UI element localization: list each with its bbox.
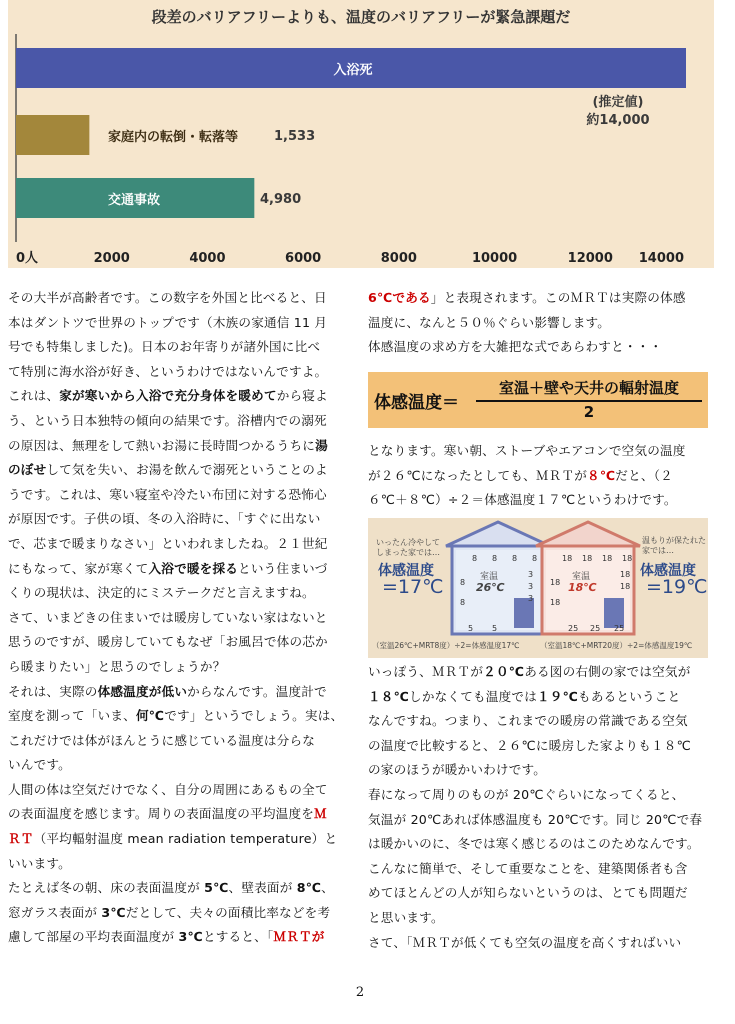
text-run: その大半が高齢者です。この数字を外国と比べると、日	[8, 290, 327, 305]
text-line	[368, 783, 713, 808]
text-line	[368, 439, 713, 464]
text-line	[8, 532, 360, 557]
emphasis: ２０℃	[483, 664, 525, 679]
x-tick-label: 2000	[93, 251, 130, 266]
surface-temp-label: 18	[562, 554, 573, 563]
text-run: さて、「ＭＲＴが低くても空気の温度を高くすればいい	[368, 934, 682, 950]
surface-temp-label: 18	[620, 582, 631, 591]
text-line	[8, 581, 360, 606]
surface-temp-label: 8	[460, 598, 466, 607]
chart-plot	[8, 0, 714, 268]
text-line	[8, 483, 360, 508]
emphasis: 5℃	[204, 880, 229, 896]
text-run: 体感温度の求め方を大雑把な式であらわすと・・・	[368, 339, 663, 355]
text-run: だと、（２	[615, 467, 673, 483]
surface-temp-label: 25	[568, 624, 579, 633]
formula-box	[368, 372, 708, 428]
text-run: の温度で比較すると、２６℃に暖房した家よりも１８℃	[368, 737, 691, 753]
text-run: こんなに簡単で、そして重要なことを、建築関係者も含	[368, 860, 688, 876]
text-line	[8, 557, 360, 582]
text-run: なんですね。つまり、これまでの暖房の常識である空気	[368, 713, 688, 729]
right-room-temp: 18℃	[568, 581, 597, 594]
text-run: 思うのですが、暖房していてもなぜ「お風呂で体の芯か	[8, 634, 328, 650]
page-number: 2	[355, 985, 365, 1000]
surface-temp-label: 5	[492, 624, 498, 633]
text-line	[368, 758, 713, 783]
text-line	[368, 832, 713, 857]
text-run: 春になって周りのものが 20℃ぐらいになってくると、	[368, 786, 685, 802]
text-line	[8, 778, 360, 803]
bar-value-label: 約14,000	[586, 113, 650, 128]
surface-temp-label: 18	[582, 554, 593, 563]
surface-temp-label: 3	[528, 594, 534, 603]
surface-temp-label: 8	[460, 578, 466, 587]
text-line	[368, 311, 713, 336]
left-room-temp: 26℃	[476, 581, 505, 594]
text-line	[8, 802, 360, 827]
text-line	[368, 488, 713, 513]
right-column-intro	[368, 286, 713, 360]
text-run: は暖かいのに、冬では寒く感じるのはこのためなんです。	[368, 836, 700, 852]
left-house-value: =17℃	[382, 576, 444, 598]
text-run: めてほとんどの人が知らないというのは、とても問題だ	[368, 885, 688, 901]
text-run: 温度に、なんと５０％ぐらい影響します。	[368, 314, 611, 330]
right-house-note: 温もりが保たれた 家では…	[642, 536, 706, 555]
text-run: となります。寒い朝、ストーブやエアコンで空気の温度	[368, 443, 686, 458]
text-line	[368, 808, 713, 833]
emphasis: 入浴で暖を採る	[148, 560, 239, 576]
highlight-red: Ｍ	[314, 806, 327, 822]
text-run: う、という日本独特の傾向の結果です。浴槽内での溺死	[8, 412, 327, 428]
text-run: て特別に海水浴が好き、というわけではないんですよ。	[8, 363, 328, 379]
text-line	[368, 335, 713, 360]
emphasis: 湯	[315, 437, 328, 453]
text-line	[8, 434, 360, 459]
x-tick-label: 8000	[380, 251, 417, 266]
emphasis: 8℃	[296, 880, 322, 896]
text-run: 号でも特集しました)。日本のお年寄りが諸外国に比べ	[8, 339, 321, 355]
text-run: が原因です。子供の頃、冬の入浴時に、「すぐに出ない	[8, 511, 321, 527]
right-column-conclusion	[368, 660, 713, 955]
text-run: いっぽう、ＭＲＴが	[368, 664, 484, 679]
x-tick-label: 6000	[285, 251, 322, 266]
text-run: ら暖まりたい」と思うのでしょうか？	[8, 658, 226, 674]
highlight-red: ＲＴ	[8, 831, 34, 847]
surface-temp-label: 8	[532, 554, 538, 563]
surface-temp-label: 3	[528, 570, 534, 579]
emphasis: 3℃	[178, 929, 203, 945]
text-line	[368, 931, 713, 956]
x-tick-label: 12000	[567, 251, 613, 266]
bar-value-label: 4,980	[260, 192, 302, 207]
text-line	[368, 857, 713, 882]
text-line	[368, 881, 713, 906]
x-tick-label: 4000	[189, 251, 226, 266]
surface-temp-label: 5	[468, 624, 474, 633]
surface-temp-label: 25	[590, 624, 601, 633]
text-run: からなんです。温度計で	[187, 683, 327, 699]
formula-denominator: 2	[583, 403, 595, 421]
text-run: うです。これは、寒い寝室や冷たい布団に対する恐怖心	[8, 486, 327, 502]
house-comparison-illustration	[368, 518, 708, 658]
left-caption: （室温26℃+MRT8度）÷2=体感温度17℃	[372, 641, 520, 650]
text-run: して気を失い、お湯を飲んで溺死ということのよ	[46, 462, 328, 478]
bar-1	[16, 115, 89, 155]
surface-temp-label: 18	[622, 554, 633, 563]
surface-temp-label: 18	[620, 570, 631, 579]
right-house-value: =19℃	[646, 576, 708, 598]
text-run: もあるということ	[578, 688, 681, 704]
text-run: 人間の体は空気だけでなく、自分の周囲にあるもの全て	[8, 781, 328, 797]
bar-value-label: 1,533	[274, 129, 316, 144]
right-caption: （室温18℃+MRT20度）÷2=体感温度19℃	[540, 641, 693, 650]
text-run: です」というでしょう。実は、	[164, 708, 344, 724]
surface-temp-label: 18	[550, 578, 561, 587]
text-line	[368, 660, 713, 685]
text-run: 慮して部屋の平均表面温度が	[8, 929, 179, 945]
text-run: ある図の右側の家では空気が	[524, 664, 691, 679]
text-run: で、芯まで暖まりなさい」といわれましたね。２１世紀	[8, 535, 328, 551]
text-line	[368, 464, 713, 489]
emphasis: １９℃	[536, 688, 579, 704]
text-run: 窓ガラス表面が	[8, 904, 102, 920]
fraction-bar	[476, 400, 702, 402]
text-line	[8, 360, 360, 385]
highlight-red: ８℃	[587, 467, 616, 483]
text-run: これは、	[8, 388, 60, 404]
text-line	[368, 709, 713, 734]
text-line	[8, 507, 360, 532]
emphasis: 家が寒いから入浴で充分身体を暖めて	[59, 388, 277, 404]
emphasis: 3℃	[101, 904, 126, 920]
text-line	[8, 630, 360, 655]
surface-temp-label: 8	[492, 554, 498, 563]
text-run: の表面温度を感じます。周りの表面温度の平均温度を	[8, 806, 315, 822]
text-line	[8, 925, 360, 950]
surface-temp-label: 3	[528, 582, 534, 591]
emphasis: 体感温度が低い	[97, 683, 188, 699]
text-run: が２６℃になったとしても、ＭＲＴが	[368, 467, 588, 483]
surface-temp-label: 8	[512, 554, 518, 563]
text-line	[8, 458, 360, 483]
text-run: にもなって、家が寒くて	[8, 560, 149, 576]
bar-category-label: 交通事故	[108, 193, 161, 208]
text-run: さて、いまどきの住まいでは暖房していない家はないと	[8, 609, 328, 625]
text-line	[8, 286, 360, 311]
text-run: 室度を測って「いま、	[8, 708, 136, 724]
text-run: それは、実際の	[8, 683, 98, 699]
left-column-text	[8, 286, 360, 950]
text-run: しかなくても温度では	[409, 688, 537, 704]
text-run: （平均輻射温度 mean radiation temperature）と	[33, 831, 338, 847]
text-line	[8, 606, 360, 631]
emphasis: のぼせ	[8, 462, 47, 478]
text-line	[8, 852, 360, 877]
text-run: の家のほうが暖かいわけです。	[368, 762, 547, 778]
text-run: 」と表現されます。このＭＲＴは実際の体感	[430, 290, 686, 305]
surface-temp-label: 18	[550, 598, 561, 607]
emphasis: 何℃	[135, 708, 165, 724]
x-tick-label: 0人	[16, 251, 39, 266]
text-line	[8, 335, 360, 360]
text-run: だとして、夫々の面積比率などを考	[125, 904, 331, 920]
text-line	[8, 655, 360, 680]
text-line	[8, 901, 360, 926]
text-run: 気温が 20℃あれば体感温度も 20℃です。同じ 20℃で春	[368, 811, 703, 827]
right-room-label: 室温	[572, 572, 591, 582]
text-run: と思います。	[368, 909, 444, 925]
text-run: の原因は、無理をして熱いお湯に長時間つかるうちに	[8, 437, 316, 453]
text-line	[8, 680, 360, 705]
text-line	[368, 286, 713, 311]
text-run: という住まいづ	[238, 560, 328, 576]
surface-temp-label: 25	[614, 624, 625, 633]
bar-category-label: 入浴死	[333, 63, 373, 78]
text-line	[8, 409, 360, 434]
text-line	[8, 704, 360, 729]
text-run: ６℃＋８℃）÷２＝体感温度１７℃というわけです。	[368, 492, 677, 508]
x-tick-label: 10000	[471, 251, 518, 266]
text-line	[368, 734, 713, 759]
surface-temp-label: 8	[472, 554, 478, 563]
bar-category-label: 家庭内の転倒・転落等	[108, 130, 239, 145]
left-house-note: いったん冷やして しまった家では…	[376, 538, 440, 557]
left-room-label: 室温	[480, 572, 499, 582]
text-line	[8, 384, 360, 409]
right-house-label: 体感温度	[640, 563, 696, 579]
formula-lhs: 体感温度＝	[374, 393, 459, 413]
surface-temp-label: 18	[602, 554, 613, 563]
text-run: これだけでは体がほんとうに感じている温度は分らな	[8, 732, 316, 748]
bar-value-label: (推定値)	[592, 95, 644, 110]
text-line	[8, 729, 360, 754]
right-column-explanation	[368, 439, 713, 513]
x-tick-label: 14000	[638, 251, 684, 266]
text-line	[8, 876, 360, 901]
text-line	[8, 311, 360, 336]
chart	[8, 0, 714, 268]
text-run: くりの現状は、決定的にミステークだと言えますね。	[8, 585, 315, 601]
text-run: いんです。	[8, 757, 71, 773]
text-run: たとえば冬の朝、床の表面温度が	[8, 880, 205, 896]
highlight-red: ＭＲＴが	[273, 929, 325, 945]
text-run: から寝よ	[276, 388, 328, 404]
text-run: 本はダントツで世界のトップです（木族の家通信 11 月	[8, 314, 328, 330]
highlight-red: 6℃である	[368, 290, 431, 305]
text-run: 、	[321, 880, 334, 896]
text-run: 、壁表面が	[228, 880, 297, 896]
left-house-label: 体感温度	[378, 563, 434, 579]
text-line	[368, 906, 713, 931]
formula-numerator: 室温＋壁や天井の輻射温度	[498, 379, 679, 397]
text-run: とすると、「	[202, 929, 274, 945]
text-line	[8, 827, 360, 852]
emphasis: １８℃	[368, 688, 410, 704]
text-line	[8, 753, 360, 778]
text-line	[368, 685, 713, 710]
chart-title: 段差のバリアフリーよりも、温度のバリアフリーが緊急課題だ	[151, 8, 571, 26]
text-run: いいます。	[8, 855, 71, 871]
